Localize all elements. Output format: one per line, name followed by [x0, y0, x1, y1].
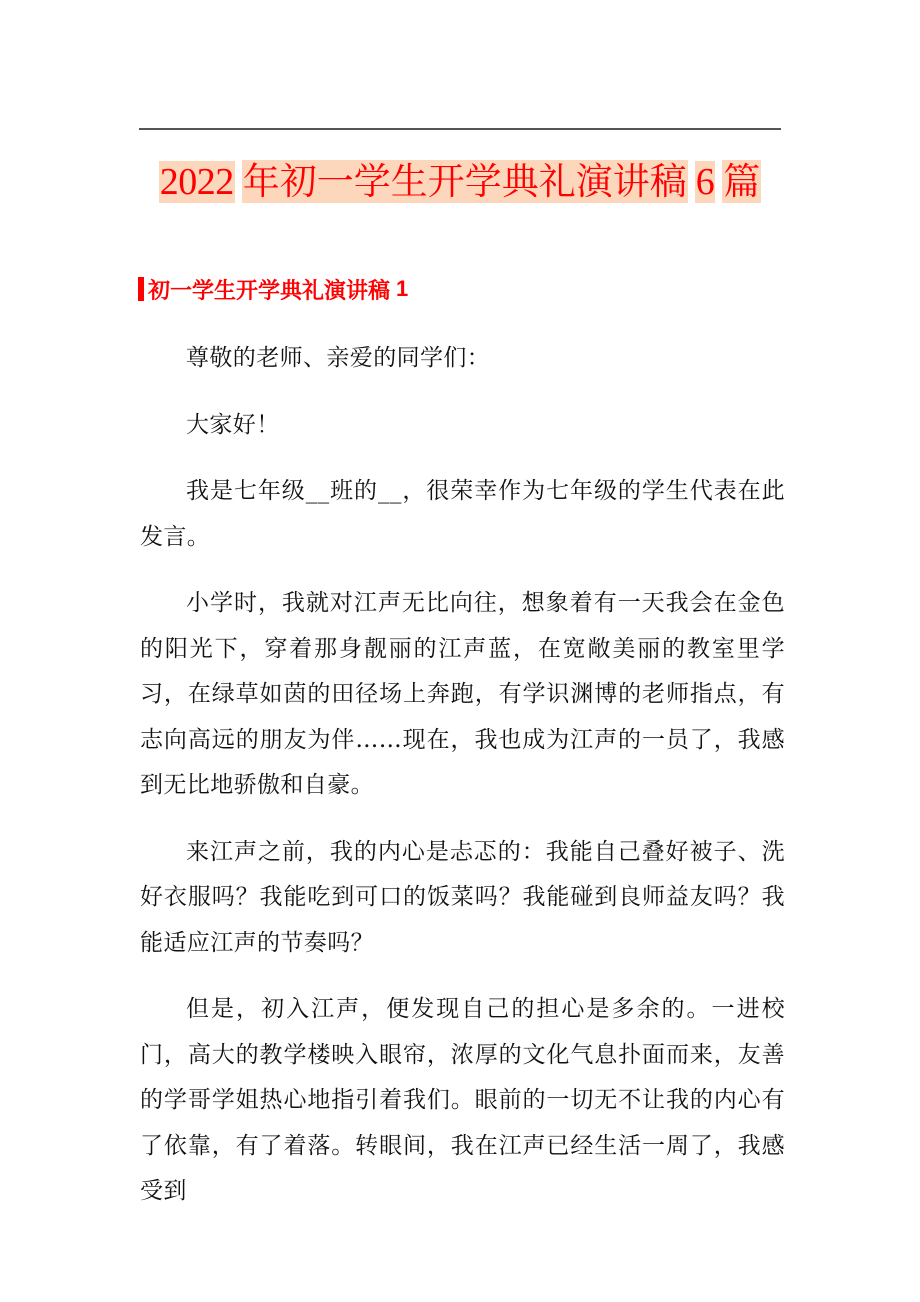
paragraph-primary-school: 小学时，我就对江声无比向往，想象着有一天我会在金色的阳光下，穿着那身靓丽的江声蓝，在宽敞美丽的教室里学习，在绿草如茵的田径场上奔跑，有学识渊博的老师指点，有志向高远的朋友为伴……现在，我也成为江声的一员了，我感到无比地骄傲和自豪。	[140, 590, 785, 798]
paragraph-intro: 我是七年级__班的__，很荣幸作为七年级的学生代表在此发言。	[140, 478, 785, 550]
paragraph-worries: 来江声之前，我的内心是忐忑的：我能自己叠好被子、洗好衣服吗？我能吃到可口的饭菜吗？我能碰到良师益友吗？我能适应江声的节奏吗？	[140, 838, 785, 956]
paragraph-greeting: 尊敬的老师、亲爱的同学们：	[186, 345, 491, 371]
paragraph-arrival: 但是，初入江声，便发现自己的担心是多余的。一进校门，高大的教学楼映入眼帘，浓厚的文化气息扑面而来，友善的学哥学姐热心地指引着我们。眼前的一切无不让我的内心有了依靠，有了着落。转眼间，我在江声已经生活一周了，我感受到	[140, 996, 785, 1204]
title-main: 年初一学生开学典礼演讲稿	[242, 160, 687, 203]
title-count: 6	[695, 161, 715, 203]
title-suffix: 篇	[723, 160, 761, 203]
document-title	[0, 160, 920, 204]
heading-bar-icon	[138, 277, 144, 301]
paragraph-hello: 大家好！	[186, 411, 280, 438]
header-rule	[139, 128, 781, 130]
section-heading	[138, 275, 408, 303]
section-heading-text: 初一学生开学典礼演讲稿	[148, 277, 391, 304]
title-year: 2022	[159, 161, 234, 203]
section-heading-number: 1	[396, 276, 409, 301]
document-body	[140, 336, 785, 1236]
